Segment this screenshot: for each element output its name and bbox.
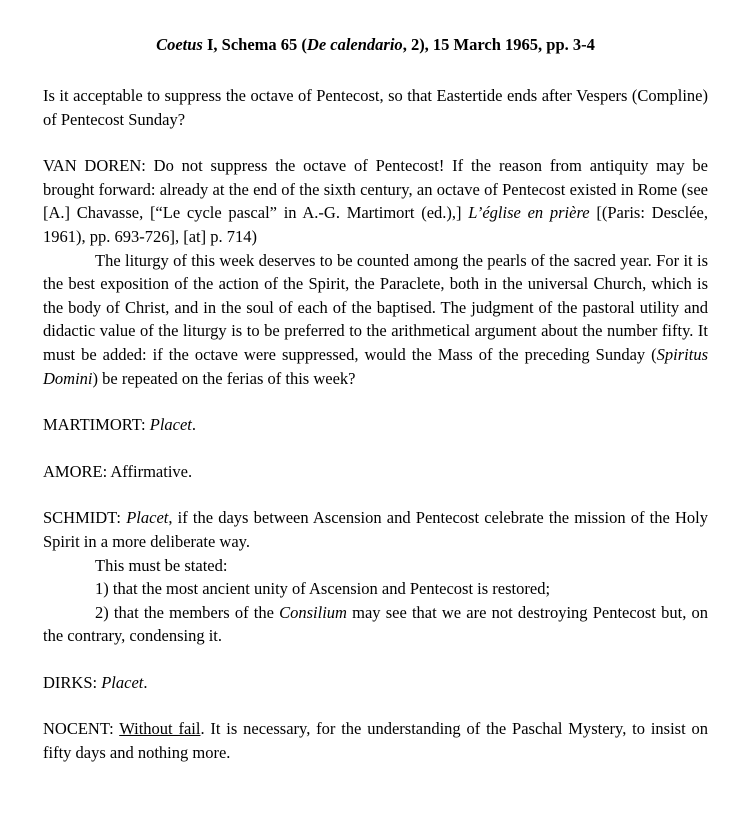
schmidt-paragraph: [43, 506, 708, 553]
nocent-underlined: Without fail: [119, 719, 201, 739]
speaker-nocent: NOCENT:: [43, 719, 114, 739]
speaker-dirks: DIRKS:: [43, 672, 98, 692]
title-rest: , 2), 15 March 1965, pp. 3-4: [402, 35, 595, 54]
schmidt-placet: Placet: [126, 508, 169, 528]
title-numeral: I, Schema 65 (: [202, 35, 307, 54]
amore-paragraph: [43, 460, 708, 484]
dirks-end: .: [143, 672, 148, 692]
schmidt-consilium: Consilium: [279, 602, 347, 622]
dirks-paragraph: [43, 671, 708, 695]
title-de-calendario: De calendario: [306, 35, 403, 54]
van-doren-citation: [(Paris: Desclée, 1961), pp. 693-726], [at] p. 714): [43, 203, 708, 246]
van-doren-book-title: L’église en prière: [468, 203, 590, 223]
schmidt-text: , if the days between Ascension and Pentecost celebrate the mission of the Holy Spirit in a more deliberate way.: [43, 508, 708, 551]
speaker-schmidt: SCHMIDT:: [43, 508, 122, 528]
martimort-placet: Placet: [149, 415, 192, 435]
speaker-amore: AMORE:: [43, 461, 108, 481]
nocent-text: . It is necessary, for the understanding of the Paschal Mystery, to insist on fifty days and nothing more.: [43, 719, 708, 763]
dirks-placet: Placet: [101, 672, 144, 692]
schmidt-point-2: [43, 601, 708, 648]
document-title: [43, 34, 708, 56]
schmidt-point-2-a: 2) that the members of the: [95, 602, 280, 622]
question-paragraph: Is it acceptable to suppress the octave of Pentecost, so that Eastertide ends after Vespers (Compline) of Pentecost Sunday?: [43, 86, 708, 129]
title-coetus: Coetus: [156, 35, 203, 54]
martimort-end: .: [191, 415, 197, 435]
schmidt-point-1: 1) that the most ancient unity of Ascension and Pentecost is restored;: [95, 579, 551, 599]
van-doren-p2-italic: Spiritus Domini: [43, 344, 708, 388]
schmidt-stated: This must be stated:: [95, 555, 228, 575]
amore-text: Affirmative.: [107, 461, 193, 481]
van-doren-p2-tail: ) be repeated on the ferias of this week?: [92, 368, 356, 388]
schmidt-point-2-b: may see that we are not destroying Pentecost but, on the contrary, condensing it.: [43, 602, 708, 646]
speaker-martimort: MARTIMORT:: [43, 415, 146, 435]
van-doren-p2-text: The liturgy of this week deserves to be counted among the pearls of the sacred year. For it is the best exposition of the action of the Spirit, the Paraclete, both in the universal Church, which is the body of Christ, and in the soul of each of the baptised. The judgment of the pastoral utility and didactic value of the liturgy is to be preferred to the arithmetical argument about the number fifty. It must be added: if the octave were suppressed, would the Mass of the preceding Sunday (: [43, 250, 708, 364]
speaker-van-doren: VAN DOREN:: [43, 156, 146, 176]
van-doren-paragraph-2: [43, 249, 708, 391]
nocent-paragraph: [43, 717, 708, 764]
van-doren-paragraph-1: [43, 154, 708, 248]
martimort-paragraph: [43, 413, 708, 437]
van-doren-text: Do not suppress the octave of Pentecost! If the reason from antiquity may be brought forward: already at the end of the sixth century, an octave of Pentecost existed in Rome (see [A.] Chavasse, [“Le cycle pascal” in A.-G. Martimort (ed.),]: [43, 156, 708, 223]
